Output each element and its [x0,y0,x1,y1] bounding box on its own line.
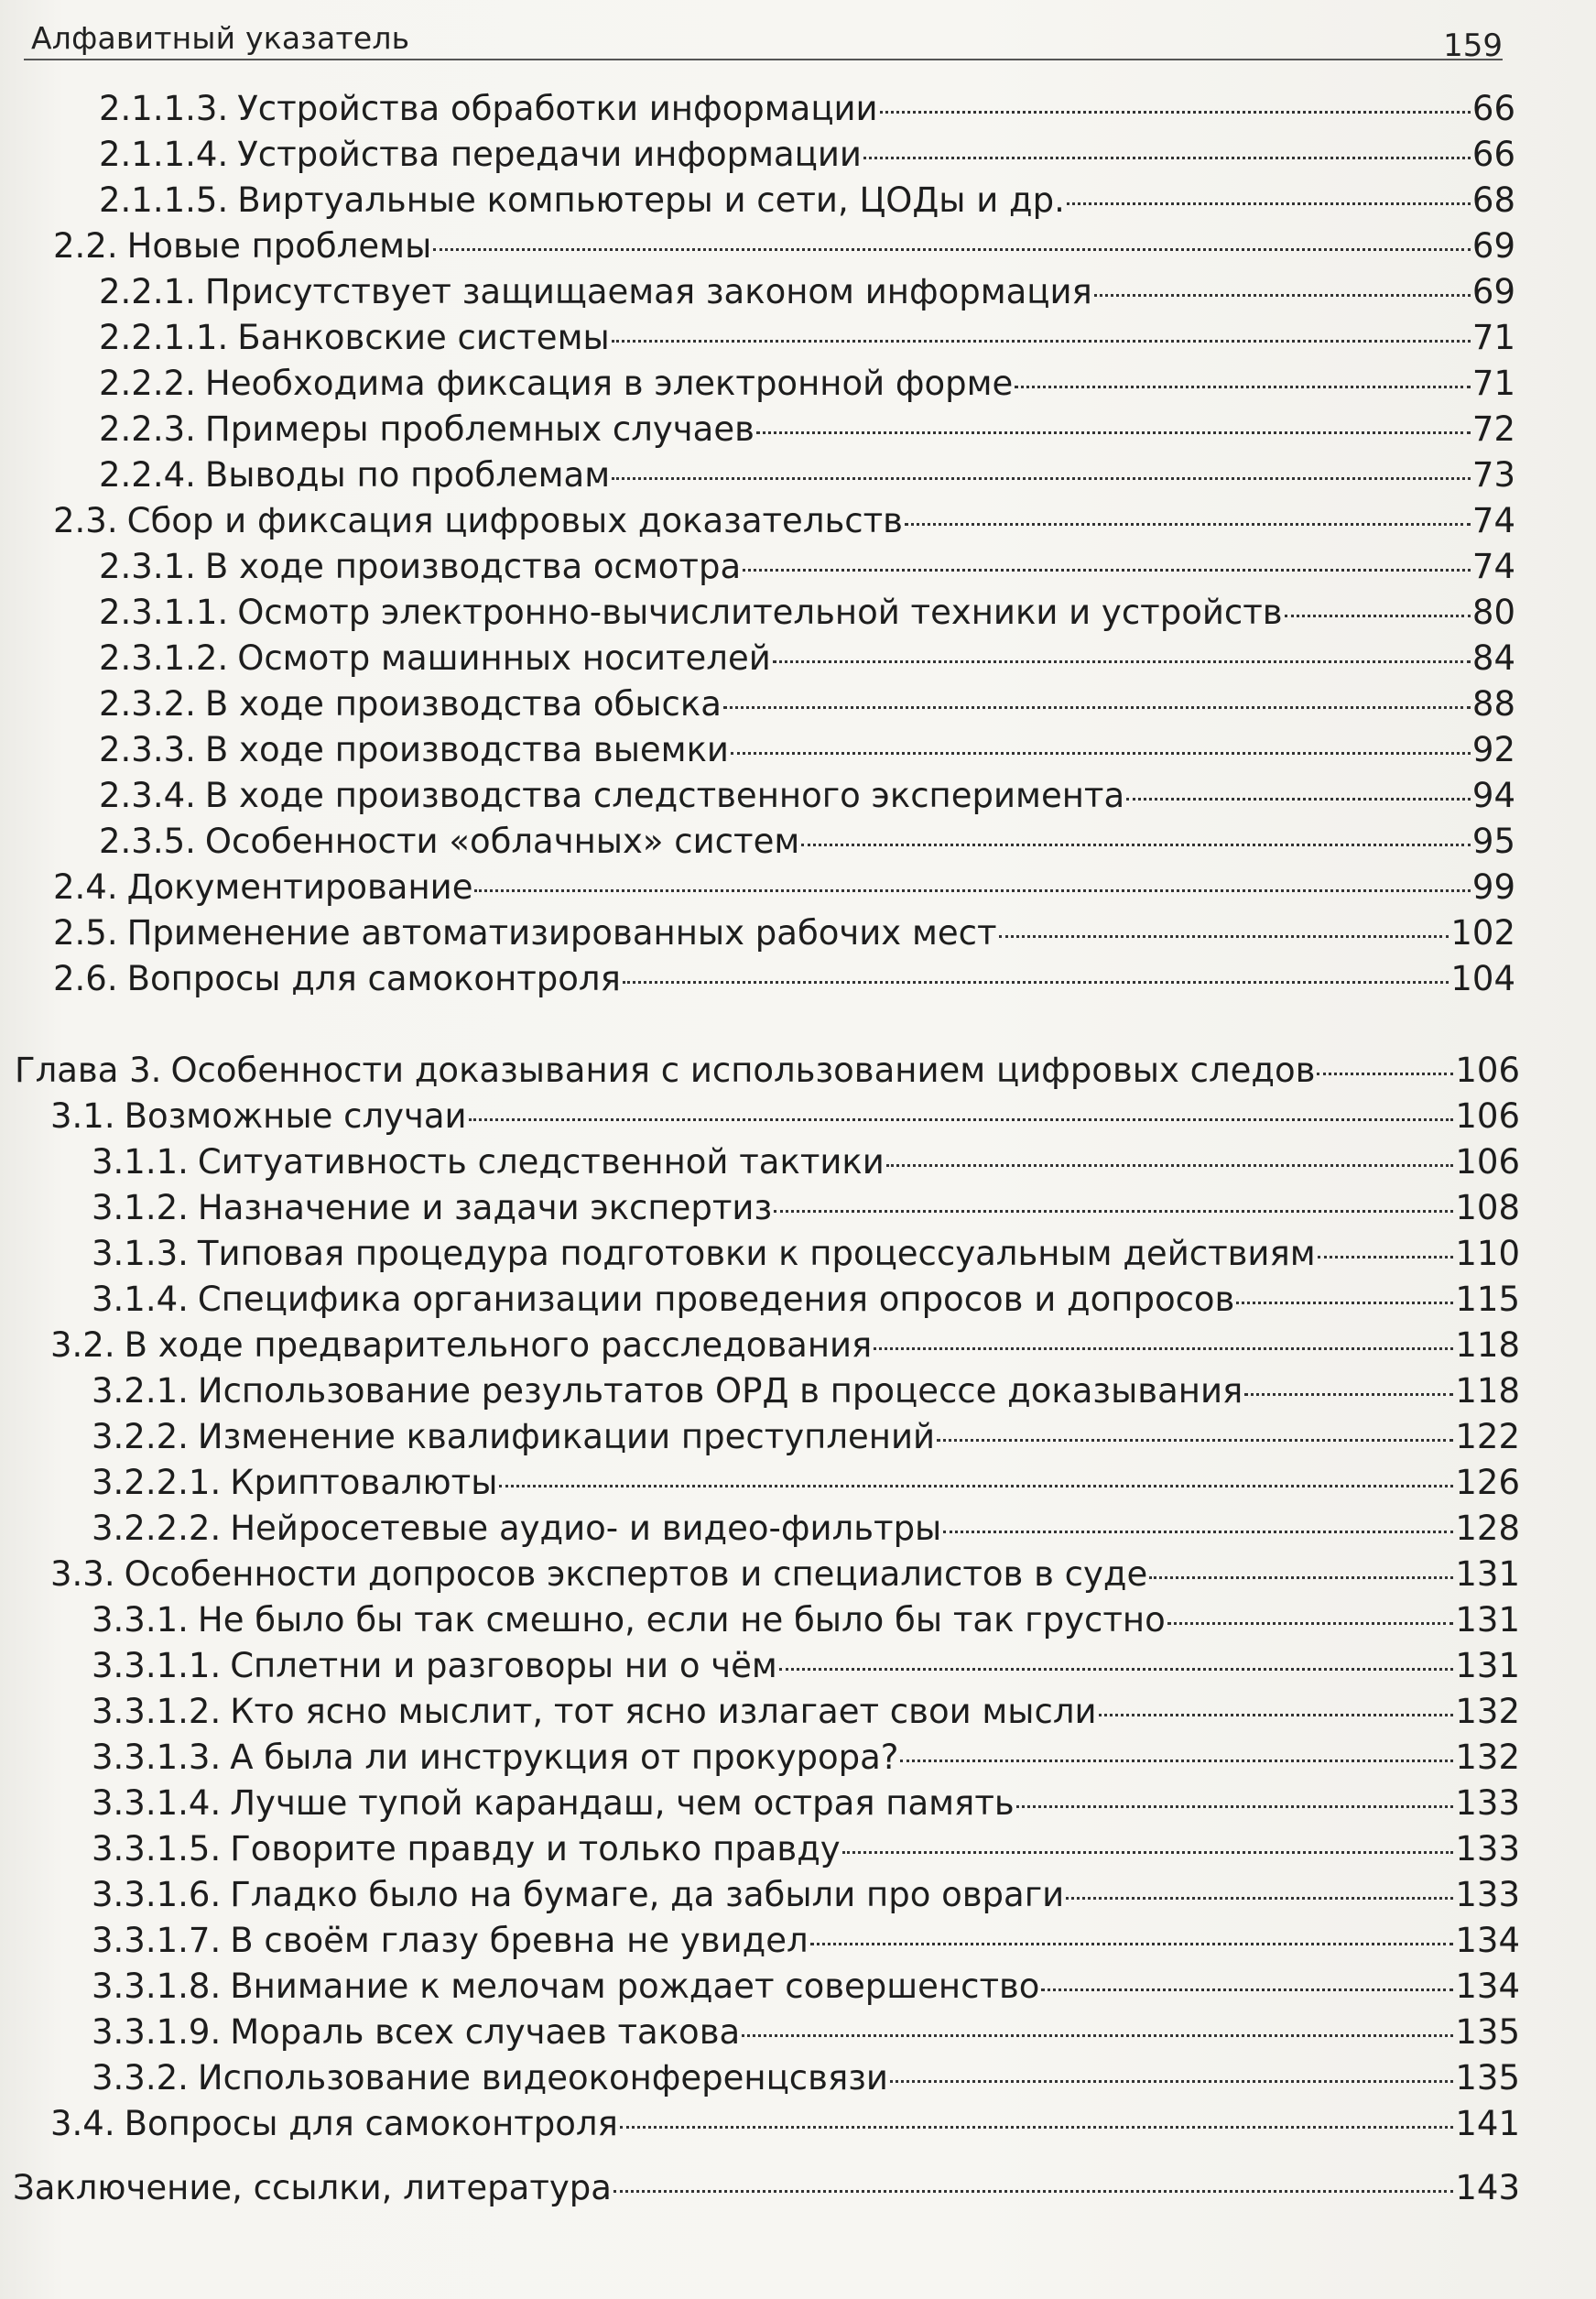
toc-entry-page: 133 [1455,1783,1520,1823]
dot-leader [612,477,1471,480]
toc-entry-number: 2.2.4. [99,455,196,495]
toc-entry [99,134,1515,176]
toc-entry-title: Криптовалюты [230,1463,498,1502]
toc-entry-title: Необходима фиксация в электронной форме [204,364,1014,403]
toc-entry-page: 71 [1471,364,1515,403]
toc-entry-title: Осмотр машинных носителей [237,638,771,678]
toc-entry-page: 102 [1450,913,1515,953]
toc-entry-page: 69 [1471,226,1515,266]
toc-entry-page: 74 [1471,501,1515,540]
toc-entry [99,88,1515,130]
dot-leader [905,523,1471,526]
dot-leader [613,2190,1453,2193]
toc-entry-page: 108 [1455,1188,1520,1227]
toc-entry [92,1370,1520,1412]
toc-entry-number: 2.2.3. [99,409,196,449]
toc-entry-number: 3.2.2. [92,1417,189,1456]
toc-entry-title: Говорите правду и только правду [230,1829,841,1869]
toc-entry-number: 3.1.1. [92,1142,189,1182]
toc-entry [92,1233,1520,1275]
toc-entry-number: 3.3.2. [92,2058,189,2097]
toc-entry [92,1508,1520,1550]
toc-entry-page: 66 [1471,89,1515,128]
dot-leader [499,1485,1453,1487]
dot-leader [943,1531,1453,1533]
toc-entry-number: 3.3.1. [92,1600,189,1640]
toc-entry [92,1462,1520,1504]
toc-entry-page: 106 [1455,1142,1520,1182]
toc-entry-number: 2.3. [53,501,118,540]
toc-entry-page: 118 [1455,1371,1520,1411]
toc-entry [99,363,1515,405]
toc-entry-page: 133 [1455,1875,1520,1914]
toc-entry [92,2057,1520,2099]
toc-entry-title: Осмотр электронно-вычислительной техники и устройств [237,593,1283,632]
dot-leader [1066,1897,1453,1900]
toc-entry-page: 118 [1455,1325,1520,1365]
toc-entry [13,2167,1520,2209]
toc-entry-page: 92 [1471,730,1515,769]
toc-entry-number: 2.3.4. [99,776,196,815]
dot-leader [801,844,1471,846]
toc-entry-number: 2.2.1.1. [99,318,229,357]
toc-entry-title: Устройства обработки информации [237,89,878,128]
toc-entry [53,225,1515,267]
toc-entry-number: 3.2.2.1. [92,1463,222,1502]
toc-entry [99,592,1515,634]
dot-leader [842,1851,1454,1854]
toc-entry-title: Примеры проблемных случаев [204,409,755,449]
toc-entry-title: Виртуальные компьютеры и сети, ЦОДы и др. [237,180,1065,220]
toc-entry-number: 2.3.1.1. [99,593,229,632]
toc-entry-number: Глава 3. [15,1051,162,1090]
dot-leader [1067,202,1471,205]
toc-entry-number: 2.3.3. [99,730,196,769]
toc-entry-number: 3.3.1.3. [92,1738,222,1777]
toc-entry-number: 3.3.1.4. [92,1783,222,1823]
toc-entry-title: Новые проблемы [126,226,432,266]
dot-leader [773,660,1471,663]
toc-entry-title: А была ли инструкция от прокурора? [230,1738,899,1777]
dot-leader [1244,1393,1453,1396]
dot-leader [756,431,1471,434]
toc-entry [99,821,1515,863]
dot-leader [779,1668,1454,1671]
toc-entry-number: 2.1.1.5. [99,180,229,220]
toc-entry [15,1050,1520,1092]
toc-entry-number: 2.3.1. [99,547,196,586]
toc-entry-title: Лучше тупой карандаш, чем острая память [230,1783,1015,1823]
toc-entry-page: 68 [1471,180,1515,220]
toc-entry [99,454,1515,496]
toc-entry-page: 133 [1455,1829,1520,1869]
toc-entry-number: 3.3. [50,1554,115,1594]
toc-entry [99,180,1515,222]
toc-entry-page: 71 [1471,318,1515,357]
dot-leader [874,1347,1453,1350]
dot-leader [774,1210,1453,1213]
toc-entry-title: В ходе производства обыска [204,684,722,724]
toc-entry-title: Ситуативность следственной тактики [197,1142,885,1182]
dot-leader [1167,1622,1454,1625]
toc-entry-number: 2.2. [53,226,118,266]
toc-entry-page: 99 [1471,867,1515,907]
toc-entry-page: 131 [1455,1600,1520,1640]
toc-entry-title: Назначение и задачи экспертиз [197,1188,773,1227]
toc-entry-page: 84 [1471,638,1515,678]
toc-entry-page: 135 [1455,2012,1520,2052]
toc-entry [53,958,1515,1000]
toc-entry-title: Внимание к мелочам рождает совершенство [230,1967,1040,2006]
toc-entry-number: 2.3.5. [99,822,196,861]
toc-entry-number: 3.2.2.2. [92,1509,222,1548]
dot-leader [742,2034,1453,2037]
dot-leader [469,1118,1454,1121]
toc-entry-page: 135 [1455,2058,1520,2097]
toc-entry-number: 3.1.2. [92,1188,189,1227]
toc-entry-number: 3.3.1.5. [92,1829,222,1869]
toc-entry-number: 3.1.4. [92,1280,189,1319]
toc-entry-page: 134 [1455,1967,1520,2006]
toc-entry [50,1324,1520,1367]
dot-leader [1099,1714,1454,1716]
toc-entry-number: 2.4. [53,867,118,907]
toc-entry [92,1782,1520,1825]
dot-leader [433,248,1471,251]
toc-entry-page: 132 [1455,1738,1520,1777]
toc-entry-page: 115 [1455,1280,1520,1319]
toc-entry-title: В ходе производства осмотра [204,547,742,586]
running-header-title: Алфавитный указатель [31,20,410,56]
dot-leader [1317,1073,1453,1075]
toc-entry-title: Кто ясно мыслит, тот ясно излагает свои мысли [230,1692,1097,1731]
toc-entry-page: 95 [1471,822,1515,861]
toc-entry [92,1279,1520,1321]
toc-entry-number: 2.3.2. [99,684,196,724]
toc-entry [99,775,1515,817]
dot-leader [863,157,1471,159]
dot-leader [1015,386,1471,388]
toc-entry-page: 128 [1455,1509,1520,1548]
toc-entry-title: В ходе производства следственного эксперимента [204,776,1125,815]
dot-leader [886,1164,1454,1167]
toc-entry-page: 131 [1455,1646,1520,1685]
dot-leader [743,569,1471,572]
toc-entry-title: Устройства передачи информации [237,135,862,174]
toc-entry-number: 2.2.1. [99,272,196,311]
dot-leader [1016,1805,1454,1808]
toc-entry [99,546,1515,588]
toc-entry [99,683,1515,725]
toc-entry-number: 3.2.1. [92,1371,189,1411]
toc-entry [92,1828,1520,1870]
toc-entry-number: 3.3.1.6. [92,1875,222,1914]
toc-entry-title: Особенности допросов экспертов и специалистов в суде [124,1554,1148,1594]
toc-entry [53,866,1515,909]
dot-leader [900,1760,1453,1762]
dot-leader [880,111,1471,114]
toc-entry-page: 134 [1455,1921,1520,1960]
toc-entry-page: 131 [1455,1554,1520,1594]
toc-entry-page: 74 [1471,547,1515,586]
toc-entry [99,317,1515,359]
toc-entry-page: 66 [1471,135,1515,174]
toc-entry-number: 2.2.2. [99,364,196,403]
dot-leader [1285,615,1471,617]
toc-entry-title: Не было бы так смешно, если не было бы так грустно [197,1600,1166,1640]
toc-entry-title: В своём глазу бревна не увидел [230,1921,809,1960]
toc-entry-number: 2.5. [53,913,118,953]
toc-entry [53,912,1515,954]
toc-entry-page: 143 [1455,2168,1520,2207]
toc-entry-number: 2.6. [53,959,118,998]
toc-entry-number: 3.1. [50,1096,115,1136]
toc-entry-page: 110 [1455,1234,1520,1273]
dot-leader [1094,294,1471,297]
toc-entry-page: 69 [1471,272,1515,311]
dot-leader [623,981,1449,984]
toc-entry-title: Присутствует защищаемая законом информация [204,272,1092,311]
toc-entry-number: 2.1.1.3. [99,89,229,128]
dot-leader [890,2080,1453,2083]
dot-leader [1236,1302,1453,1304]
toc-entry-number: 2.3.1.2. [99,638,229,678]
toc-entry [92,1599,1520,1641]
toc-entry-page: 122 [1455,1417,1520,1456]
running-header [24,16,1503,64]
toc-entry-title: Выводы по проблемам [204,455,611,495]
toc-entry [92,1966,1520,2008]
toc-entry-number: 2.1.1.4. [99,135,229,174]
toc-entry-page: 88 [1471,684,1515,724]
toc-entry-title: Нейросетевые аудио- и видео-фильтры [230,1509,942,1548]
toc-entry-title: Сбор и фиксация цифровых доказательств [126,501,903,540]
toc-entry-number: 3.3.1.8. [92,1967,222,2006]
toc-entry-title: Гладко было на бумаге, да забыли про овраги [230,1875,1065,1914]
toc-entry [92,1737,1520,1779]
toc-entry-title: Документирование [126,867,473,907]
dot-leader [937,1439,1453,1442]
toc-entry [99,271,1515,313]
toc-entry-page: 126 [1455,1463,1520,1502]
toc-entry-page: 72 [1471,409,1515,449]
toc-entry-title: Вопросы для самоконтроля [126,959,621,998]
toc-entry-title: Применение автоматизированных рабочих мест [126,913,997,953]
dot-leader [620,2126,1454,2129]
toc-entry [92,1187,1520,1229]
toc-entry-title: Возможные случаи [124,1096,467,1136]
toc-entry-title: Использование результатов ОРД в процессе доказывания [197,1371,1243,1411]
toc-entry-page: 132 [1455,1692,1520,1731]
toc-entry-page: 141 [1455,2104,1520,2143]
toc-entry-title: Вопросы для самоконтроля [124,2104,618,2143]
toc-entry [50,1095,1520,1138]
toc-entry [92,1691,1520,1733]
toc-entry-title: Особенности «облачных» систем [204,822,800,861]
toc-entry-number: 3.4. [50,2104,115,2143]
dot-leader [612,340,1471,343]
toc-entry-page: 94 [1471,776,1515,815]
toc-entry [92,1141,1520,1183]
toc-entry [99,409,1515,451]
dot-leader [999,935,1449,938]
dot-leader [1318,1256,1454,1258]
toc-entry-title: В ходе производства выемки [204,730,729,769]
toc-entry-title: Заключение, ссылки, литература [13,2168,612,2207]
dot-leader [731,752,1471,755]
toc-entry [92,1416,1520,1458]
toc-entry-title: Мораль всех случаев такова [230,2012,741,2052]
toc-entry-page: 104 [1450,959,1515,998]
toc-entry [50,1553,1520,1596]
dot-leader [810,1943,1454,1945]
toc-entry-title: Банковские системы [237,318,610,357]
toc-entry-number: 3.1.3. [92,1234,189,1273]
toc-entry [50,2103,1520,2145]
dot-leader [723,706,1471,709]
toc-entry-title: Изменение квалификации преступлений [197,1417,936,1456]
toc-entry [92,1920,1520,1962]
toc-entry-title: Специфика организации проведения опросов и допросов [197,1280,1235,1319]
toc-entry-page: 106 [1455,1096,1520,1136]
toc-entry [99,729,1515,771]
dot-leader [1041,1988,1453,1991]
toc-entry-title: Сплетни и разговоры ни о чём [230,1646,777,1685]
toc-entry-title: В ходе предварительного расследования [124,1325,873,1365]
page-number: 159 [1443,27,1503,64]
toc-entry-title: Использование видеоконференцсвязи [197,2058,888,2097]
toc-entry-page: 80 [1471,593,1515,632]
toc-entry [53,500,1515,542]
toc-entry [99,637,1515,680]
toc-entry-number: 3.3.1.9. [92,2012,222,2052]
toc-entry-number: 3.3.1.7. [92,1921,222,1960]
toc-entry-number: 3.2. [50,1325,115,1365]
toc-entry [92,1874,1520,1916]
toc-entry [92,2011,1520,2054]
toc-entry [92,1645,1520,1687]
dot-leader [1149,1576,1453,1579]
toc-entry-title: Типовая процедура подготовки к процессуальным действиям [197,1234,1316,1273]
toc-entry-page: 106 [1455,1051,1520,1090]
toc-entry-title: Особенности доказывания с использованием цифровых следов [170,1051,1316,1090]
dot-leader [1126,798,1471,801]
toc-entry-number: 3.3.1.1. [92,1646,222,1685]
dot-leader [474,889,1470,892]
toc-entry-number: 3.3.1.2. [92,1692,222,1731]
toc-entry-page: 73 [1471,455,1515,495]
